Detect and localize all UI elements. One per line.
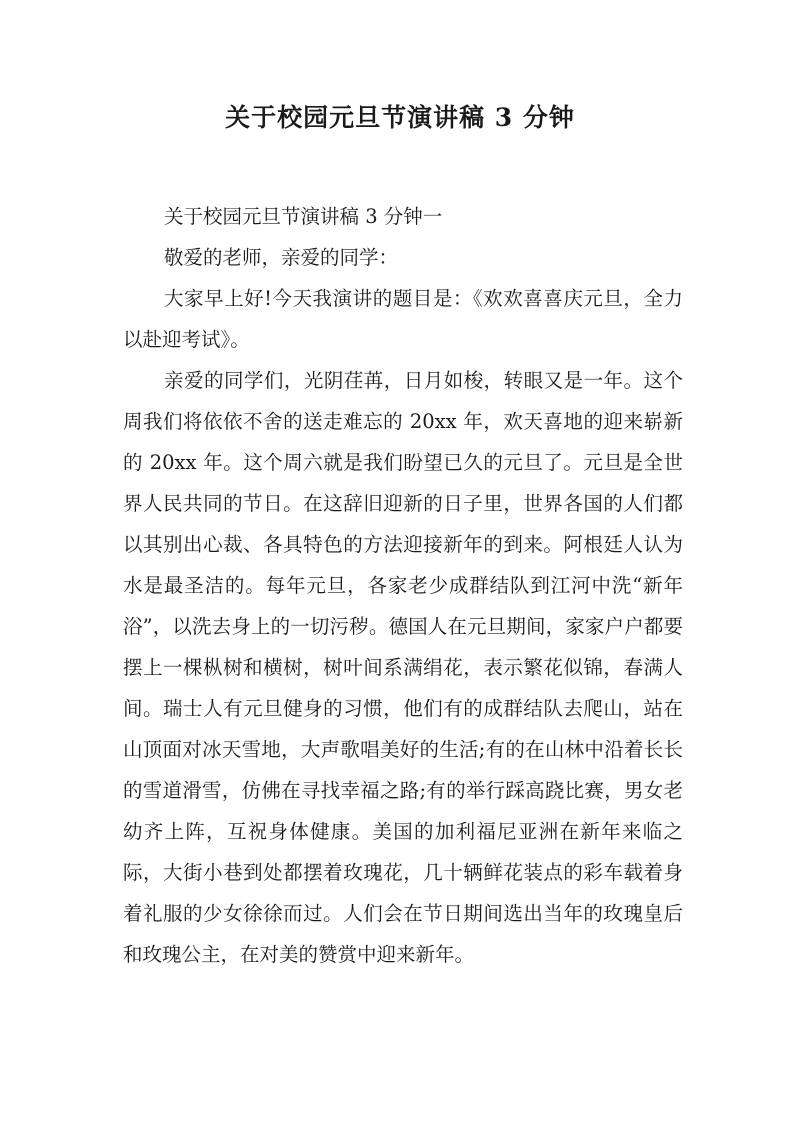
document-body xyxy=(123,196,683,975)
document-title: 关于校园元旦节演讲稿 3 分钟 xyxy=(225,103,575,132)
body-paragraph: 亲爱的同学们，光阴荏苒，日月如梭，转眼又是一年。这个周我们将依依不舍的送走难忘的 20xx 年，欢天喜地的迎来崭新的 20xx 年。这个周六就是我们盼望已久的元旦了。元旦是全世界人民共同的节日。在这辞旧迎新的日子里，世界各国的人们都以其别出心裁、各具特色的方法迎接新年的到来。阿根廷人认为水是最圣洁的。每年元旦，各家老少成群结队到江河中洗“新年浴”，以洗去身上的一切污秽。德国人在元旦期间，家家户户都要摆上一棵枞树和横树，树叶间系满绢花，表示繁花似锦，春满人间。瑞士人有元旦健身的习惯，他们有的成群结队去爬山，站在山顶面对冰天雪地，大声歌唱美好的生活;有的在山林中沿着长长的雪道滑雪，仿佛在寻找幸福之路;有的举行踩高跷比赛，男女老幼齐上阵，互祝身体健康。美国的加利福尼亚洲在新年来临之际，大街小巷到处都摆着玫瑰花，几十辆鲜花装点的彩车载着身着礼服的少女徐徐而过。人们会在节日期间选出当年的玫瑰皇后和玫瑰公主，在对美的赞赏中迎来新年。 xyxy=(123,369,683,966)
greeting-paragraph: 大家早上好!今天我演讲的题目是：《欢欢喜喜庆元旦，全力以赴迎考试》。 xyxy=(123,287,683,351)
salutation-paragraph: 敬爱的老师，亲爱的同学： xyxy=(164,246,399,269)
subtitle-paragraph: 关于校园元旦节演讲稿 3 分钟一 xyxy=(164,205,443,228)
